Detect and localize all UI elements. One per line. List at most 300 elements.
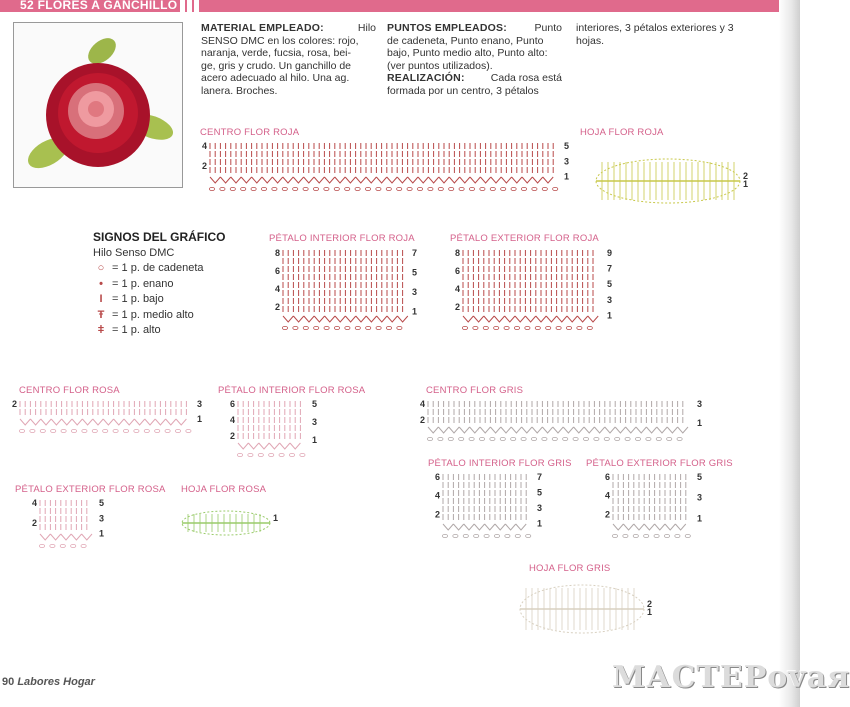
stitch-mark [449,177,459,183]
chain-mark [397,187,402,190]
row-number: 4 [420,399,426,409]
chain-mark [442,534,447,537]
stitch-mark [512,177,522,183]
stitch-mark [480,177,490,183]
chain-mark [542,437,547,440]
chain-mark [615,437,620,440]
chain-mark [324,326,329,329]
chain-mark [303,187,308,190]
legend-title: SIGNOS DEL GRÁFICO [93,230,226,244]
chain-mark [675,534,680,537]
watermark: МАСТЕРоvая [612,660,850,695]
stitch-mark [103,419,113,425]
row-number: 2 [32,518,38,528]
stitch-mark [30,419,40,425]
row-number: 3 [564,156,570,167]
row-number: 4 [202,141,208,151]
chain-mark [282,187,287,190]
stitch-mark [304,177,314,183]
stitch-mark [505,524,515,530]
stitch-mark [50,534,60,540]
chain-mark [573,437,578,440]
stitch-mark [376,177,386,183]
chain-mark [272,187,277,190]
stitch-mark [280,443,290,449]
stitch-mark [490,427,500,433]
row-number: 8 [455,248,461,258]
chain-mark [19,429,24,432]
chain-mark [155,429,160,432]
stitch-mark [290,443,300,449]
stitch-mark [335,316,345,322]
chain-mark [258,453,263,456]
stitch-mark [82,534,92,540]
stitch-mark [557,316,567,322]
legend-symbol: I [99,293,103,305]
stitch-mark [449,427,459,433]
chain-mark [521,187,526,190]
chain-mark [144,429,149,432]
stitch-mark [61,534,71,540]
chain-mark [494,534,499,537]
stitch-mark [667,427,677,433]
page-number: 90 [2,676,15,688]
stitch-mark [584,427,594,433]
chain-mark [667,437,672,440]
stitch-mark [248,443,258,449]
stitch-mark [387,316,397,322]
stitch-mark [82,419,92,425]
chain-mark [81,544,86,547]
stitch-mark [283,177,293,183]
chain-mark [428,187,433,190]
row-number: 8 [275,248,281,258]
chain-mark [123,429,128,432]
chain-mark [313,187,318,190]
chain-mark [303,326,308,329]
material-line: ge, gris y crudo. Un ganchillo de [201,59,351,72]
chain-mark [604,437,609,440]
stitch-mark [438,427,448,433]
diagram-title: PÉTALO EXTERIOR FLOR ROSA [15,484,166,495]
chain-mark [469,187,474,190]
stitch-mark [443,524,453,530]
stitch-mark [464,524,474,530]
chain-mark [656,437,661,440]
row-number: 4 [605,490,611,501]
chain-mark [531,437,536,440]
chain-mark [587,326,592,329]
stitch-mark [546,316,556,322]
row-number: 3 [697,399,703,409]
chain-mark [376,187,381,190]
row-number: 5 [537,487,543,498]
stitch-mark [324,177,334,183]
chain-mark [103,429,108,432]
stitch-mark [314,316,324,322]
stitch-mark [134,419,144,425]
stitch-mark [577,316,587,322]
stitch-mark [594,427,604,433]
stitch-mark [93,419,103,425]
stitch-mark [463,316,473,322]
stitch-mark [51,419,61,425]
chain-mark [453,534,458,537]
chain-mark [30,429,35,432]
stitch-mark [485,524,495,530]
row-number: 5 [312,399,318,409]
chain-mark [134,429,139,432]
chain-mark [677,437,682,440]
stitch-mark [536,316,546,322]
chain-mark [209,187,214,190]
material-line: acero adecuado al hilo. Una ag. [201,72,350,85]
chain-mark [623,534,628,537]
material-line: naranja, verde, fucsia, rosa, bei- [201,47,351,60]
material-line: lanera. Broches. [201,84,278,97]
diagram-title: PÉTALO INTERIOR FLOR ROSA [218,385,366,396]
row-number: 2 [12,399,18,409]
stitch-mark [418,177,428,183]
chain-mark [438,437,443,440]
row-number: 1 [273,513,279,523]
row-number: 2 [275,302,281,312]
row-number: 7 [607,263,613,274]
chain-mark [511,187,516,190]
stitch-mark [505,316,515,322]
stitch-mark [623,524,633,530]
chain-mark [526,534,531,537]
page-header-title: 52 FLORES A GANCHILLO [20,0,178,12]
material-label: MATERIAL EMPLEADO: [201,22,324,34]
stitch-mark [72,419,82,425]
row-number: 3 [412,287,418,297]
legend-text: = 1 p. enano [109,277,174,290]
chain-mark [469,437,474,440]
stitch-mark [473,316,483,322]
chain-mark [514,326,519,329]
chain-mark [583,437,588,440]
stitch-mark [605,427,615,433]
chain-mark [459,437,464,440]
row-number: 7 [412,248,418,258]
chain-mark [494,326,499,329]
stitch-mark [460,177,470,183]
row-number: 2 [435,509,441,520]
row-number: 7 [537,472,543,482]
chain-mark [237,453,242,456]
row-number: 5 [697,472,703,482]
row-number: 1 [564,171,570,182]
row-number: 2 [605,509,611,520]
stitch-mark [495,524,505,530]
chain-mark [427,437,432,440]
stitch-mark [377,316,387,322]
row-number: 5 [99,498,105,508]
chain-mark [417,187,422,190]
chain-mark [289,453,294,456]
chain-mark [438,187,443,190]
chain-mark [484,534,489,537]
row-number: 6 [455,266,461,276]
stitch-mark [428,177,438,183]
row-number: 1 [312,435,318,445]
diagram-title: PÉTALO EXTERIOR FLOR GRIS [586,458,733,469]
diagram-title: HOJA FLOR ROSA [181,484,267,495]
stitch-mark [366,177,376,183]
chain-mark [566,326,571,329]
chain-mark [241,187,246,190]
chain-mark [635,437,640,440]
chain-mark [220,187,225,190]
stitch-mark [155,419,165,425]
stitch-mark [71,534,81,540]
stitch-mark [644,524,654,530]
diagram-title: HOJA FLOR ROJA [580,127,664,138]
row-number: 1 [537,518,543,529]
chain-mark [92,429,97,432]
stitch-mark [283,316,293,322]
chain-mark [282,326,287,329]
legend-text: = 1 p. de cadeneta [109,262,204,274]
chain-mark [463,534,468,537]
stitch-mark [210,177,220,183]
chain-mark [553,187,558,190]
stitch-mark [259,443,269,449]
chain-mark [521,437,526,440]
chain-mark [480,187,485,190]
stitch-mark [114,419,124,425]
diagram-title: PÉTALO INTERIOR FLOR GRIS [428,458,572,469]
stitch-mark [304,316,314,322]
stitch-mark [252,177,262,183]
diagram-title: CENTRO FLOR GRIS [426,385,524,396]
stitch-mark [293,316,303,322]
chain-mark [552,437,557,440]
stitch-mark [491,177,501,183]
stitch-mark [145,419,155,425]
row-number: 1 [197,414,203,424]
stitch-mark [678,427,688,433]
stitch-mark [522,177,532,183]
chain-mark [165,429,170,432]
chain-mark [355,187,360,190]
chain-mark [515,534,520,537]
stitch-mark [470,427,480,433]
chain-mark [459,187,464,190]
chain-mark [479,437,484,440]
stitch-mark [325,316,335,322]
chain-mark [511,437,516,440]
stitch-mark [543,177,553,183]
stitch-mark [453,524,463,530]
stitch-mark [522,427,532,433]
chain-mark [366,326,371,329]
stitch-mark [484,316,494,322]
row-number: 1 [607,310,613,321]
continuation-line: hojas. [576,34,605,47]
chain-mark [113,429,118,432]
row-number: 1 [743,179,749,189]
realizacion-first-tail: Cada rosa está [490,72,562,85]
row-number: 6 [605,472,611,482]
chain-mark [71,544,76,547]
chain-mark [40,429,45,432]
chain-mark [334,326,339,329]
chain-mark [300,453,305,456]
chain-mark [51,429,56,432]
chain-mark [186,429,191,432]
row-number: 1 [697,513,703,524]
stitch-mark [220,177,230,183]
puntos-line: de cadeneta, Punto enano, Punto [387,34,544,47]
stitch-mark [665,524,675,530]
stitch-mark [272,177,282,183]
realizacion-label: REALIZACIÓN: [387,72,465,85]
stitch-mark [542,427,552,433]
chain-mark [535,326,540,329]
stitch-mark [176,419,186,425]
stitch-mark [20,419,30,425]
stitch-mark [41,419,51,425]
chain-mark [50,544,55,547]
stitch-mark [345,316,355,322]
legend-symbol: • [99,277,103,290]
stitch-mark [615,427,625,433]
chain-mark [407,187,412,190]
legend-text: = 1 p. medio alto [109,308,194,321]
stitch-mark [657,427,667,433]
stitch-mark [553,427,563,433]
chain-mark [279,453,284,456]
stitch-mark [40,534,50,540]
continuation-line: interiores, 3 pétalos exteriores y 3 [576,22,734,34]
chain-mark [230,187,235,190]
stitch-mark [166,419,176,425]
stitch-mark [532,177,542,183]
stitch-mark [474,524,484,530]
row-number: 5 [607,279,613,290]
footer [2,676,95,688]
stitch-mark [515,316,525,322]
stitch-mark [293,177,303,183]
chain-mark [261,187,266,190]
row-number: 2 [455,302,461,312]
legend-symbol: Ŧ [97,308,105,321]
row-number: 1 [697,418,703,428]
stitch-mark [480,427,490,433]
material-first-tail: Hilo [357,22,376,34]
row-number: 1 [99,528,105,539]
stitch-mark [231,177,241,183]
chain-mark [462,326,467,329]
stitch-mark [532,427,542,433]
stitch-mark [470,177,480,183]
chain-mark [612,534,617,537]
row-number: 3 [312,417,318,427]
chain-mark [654,534,659,537]
stitch-mark [646,427,656,433]
chain-mark [61,429,66,432]
chain-mark [386,187,391,190]
puntos-line: bajo, Punto medio alto, Punto alto: [387,47,548,60]
realizacion-line: formada por un centro, 3 pétalos [387,84,539,97]
chain-mark [314,326,319,329]
chain-mark [269,453,274,456]
chain-mark [71,429,76,432]
stitch-mark [356,177,366,183]
chain-mark [644,534,649,537]
stitch-mark [387,177,397,183]
chain-mark [625,437,630,440]
row-number: 2 [420,415,426,425]
chain-mark [505,534,510,537]
chain-mark [449,187,454,190]
row-number: 5 [564,141,570,151]
chain-mark [563,437,568,440]
stitch-mark [588,316,598,322]
row-number: 4 [32,498,38,508]
chain-mark [365,187,370,190]
row-number: 4 [435,490,441,501]
row-number: 9 [607,248,613,258]
row-number: 4 [455,284,461,294]
chain-mark [577,326,582,329]
chain-mark [483,326,488,329]
row-number: 5 [412,267,418,278]
magazine-brand: Labores Hogar [17,676,95,688]
chain-mark [397,326,402,329]
stitch-mark [345,177,355,183]
chain-mark [546,326,551,329]
chain-mark [386,326,391,329]
row-number: 2 [202,161,208,171]
stitch-mark [62,419,72,425]
legend-text: = 1 p. bajo [109,293,164,305]
stitch-mark [501,177,511,183]
stitch-mark [494,316,504,322]
chain-mark [594,437,599,440]
chain-mark [525,326,530,329]
diagram-title: CENTRO FLOR ROSA [19,385,120,396]
stitch-mark [574,427,584,433]
chain-mark [345,187,350,190]
row-number: 4 [230,415,236,425]
row-number: 6 [230,399,236,409]
chain-mark [490,187,495,190]
chain-mark [685,534,690,537]
chain-mark [500,437,505,440]
legend-text: = 1 p. alto [109,324,161,336]
row-number: 3 [537,503,543,513]
stitch-mark [397,177,407,183]
row-number: 6 [435,472,441,482]
stitch-mark [269,443,279,449]
diagram-title: PÉTALO INTERIOR FLOR ROJA [269,233,415,244]
chain-mark [542,187,547,190]
stitch-mark [636,427,646,433]
chain-mark [324,187,329,190]
chain-mark [82,429,87,432]
chain-mark [175,429,180,432]
row-number: 1 [412,306,418,317]
puntos-first-tail: Punto [534,22,562,34]
row-number: 3 [697,492,703,503]
stitch-mark [567,316,577,322]
material-line: SENSO DMC en los colores: rojo, [201,34,359,47]
stitch-mark [366,316,376,322]
chain-mark [248,453,253,456]
